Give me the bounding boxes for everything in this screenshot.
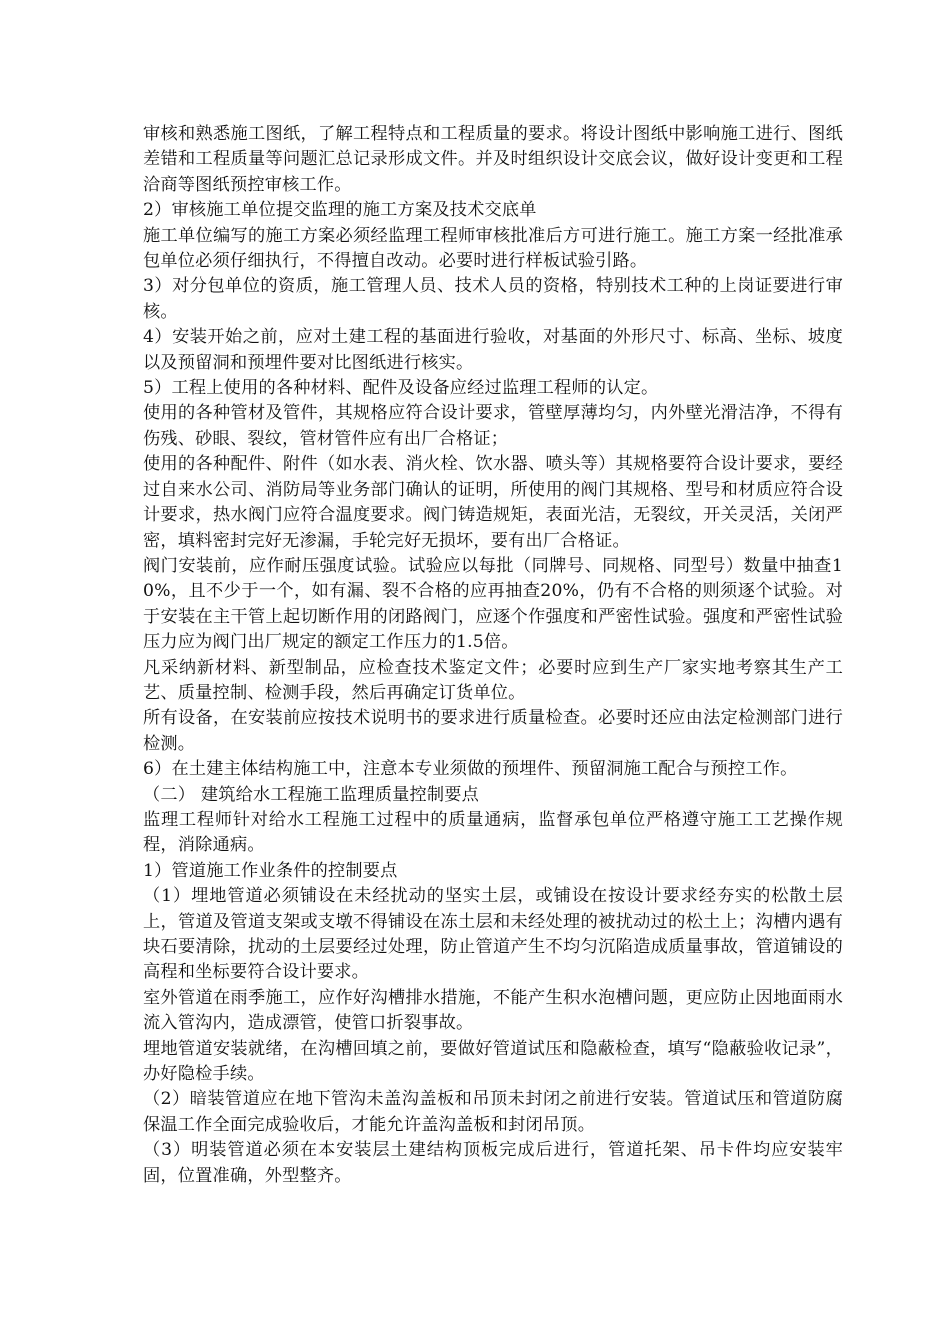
document-page bbox=[143, 122, 843, 1189]
paragraph-item-5: 5）工程上使用的各种材料、配件及设备应经过监理工程师的认定。 bbox=[143, 378, 659, 399]
paragraph-equipment-check: 所有设备，在安装前应按技术说明书的要求进行质量检查。必要时还应由法定检测部门进行检测。 bbox=[143, 708, 843, 754]
paragraph-pipe-materials: 使用的各种管材及管件，其规格应符合设计要求，管壁厚薄均匀，内外壁光滑洁净，不得有伤残、砂眼、裂纹，管材管件应有出厂合格证； bbox=[143, 403, 843, 449]
paragraph-fittings: 使用的各种配件、附件（如水表、消火栓、饮水器、喷头等）其规格要符合设计要求，要经过自来水公司、消防局等业务部门确认的证明，所使用的阀门其规格、型号和材质应符合设计要求，热水阀门应符合温度要求。阀门铸造规矩，表面光洁，无裂纹，开关灵活，关闭严密，填料密封完好无渗漏，手轮完好无损坏，要有出厂合格证。 bbox=[143, 454, 843, 551]
paragraph-rainy-season: 室外管道在雨季施工，应作好沟槽排水措施，不能产生积水泡槽问题，更应防止因地面雨水流入管沟内，造成漂管，使管口折裂事故。 bbox=[143, 987, 843, 1034]
section-heading-water-supply: （二） 建筑给水工程施工监理质量控制要点 bbox=[143, 784, 480, 805]
paragraph-backfill: 埋地管道安装就绪，在沟槽回填之前，要做好管道试压和隐蔽检查，填写“隐蔽验收记录”，办好隐检手续。 bbox=[143, 1038, 843, 1085]
paragraph-item-4: 4）安装开始之前，应对土建工程的基面进行验收，对基面的外形尺寸、标高、坐标、坡度以及预留洞和预埋件要对比图纸进行核实。 bbox=[143, 327, 843, 373]
paragraph-subheading-1: 1）管道施工作业条件的控制要点 bbox=[143, 860, 398, 881]
paragraph-exposed-pipe: （3）明装管道必须在本安装层土建结构顶板完成后进行，管道托架、吊卡件均应安装牢固，位置准确，外型整齐。 bbox=[143, 1140, 843, 1186]
paragraph-valve-testing: 阀门安装前，应作耐压强度试验。试验应以每批（同牌号、同规格、同型号）数量中抽查10%，且不少于一个，如有漏、裂不合格的应再抽查20%，仍有不合格的则须逐个试验。对于安装在主干管上起切断作用的闭路阀门，应逐个作强度和严密性试验。强度和严密性试验压力应为阀门出厂规定的额定工作压力的1.5倍。 bbox=[143, 555, 843, 653]
paragraph-supervision-intro: 监理工程师针对给水工程施工过程中的质量通病，监督承包单位严格遵守施工工艺操作规程，消除通病。 bbox=[143, 809, 843, 856]
paragraph-concealed-pipe: （2）暗装管道应在地下管沟未盖沟盖板和吊顶未封闭之前进行安装。管道试压和管道防腐保温工作全面完成验收后，才能允许盖沟盖板和封闭吊顶。 bbox=[143, 1089, 843, 1135]
paragraph-item-3: 3）对分包单位的资质，施工管理人员、技术人员的资格，特别技术工种的上岗证要进行审核。 bbox=[143, 276, 843, 322]
paragraph-drawing-review: 审核和熟悉施工图纸，了解工程特点和工程质量的要求。将设计图纸中影响施工进行、图纸差错和工程质量等问题汇总记录形成文件。并及时组织设计交底会议，做好设计变更和工程洽商等图纸预控审核工作。 bbox=[143, 124, 843, 195]
paragraph-construction-plan: 施工单位编写的施工方案必须经监理工程师审核批准后方可进行施工。施工方案一经批准承包单位必须仔细执行，不得擅自改动。必要时进行样板试验引路。 bbox=[143, 225, 843, 272]
paragraph-new-materials: 凡采纳新材料、新型制品，应检查技术鉴定文件；必要时应到生产厂家实地考察其生产工艺、质量控制、检测手段，然后再确定订货单位。 bbox=[143, 657, 843, 703]
paragraph-item-6: 6）在土建主体结构施工中，注意本专业须做的预埋件、预留洞施工配合与预控工作。 bbox=[143, 759, 798, 780]
paragraph-buried-pipe: （1）埋地管道必须铺设在未经扰动的坚实土层，或铺设在按设计要求经夯实的松散土层上，管道及管道支架或支墩不得铺设在冻土层和未经处理的被扰动过的松土上；沟槽内遇有块石要清除，扰动的土层要经过处理，防止管道产生不均匀沉陷造成质量事故，管道铺设的高程和坐标要符合设计要求。 bbox=[143, 886, 843, 983]
paragraph-item-2-heading: 2）审核施工单位提交监理的施工方案及技术交底单 bbox=[143, 200, 537, 221]
